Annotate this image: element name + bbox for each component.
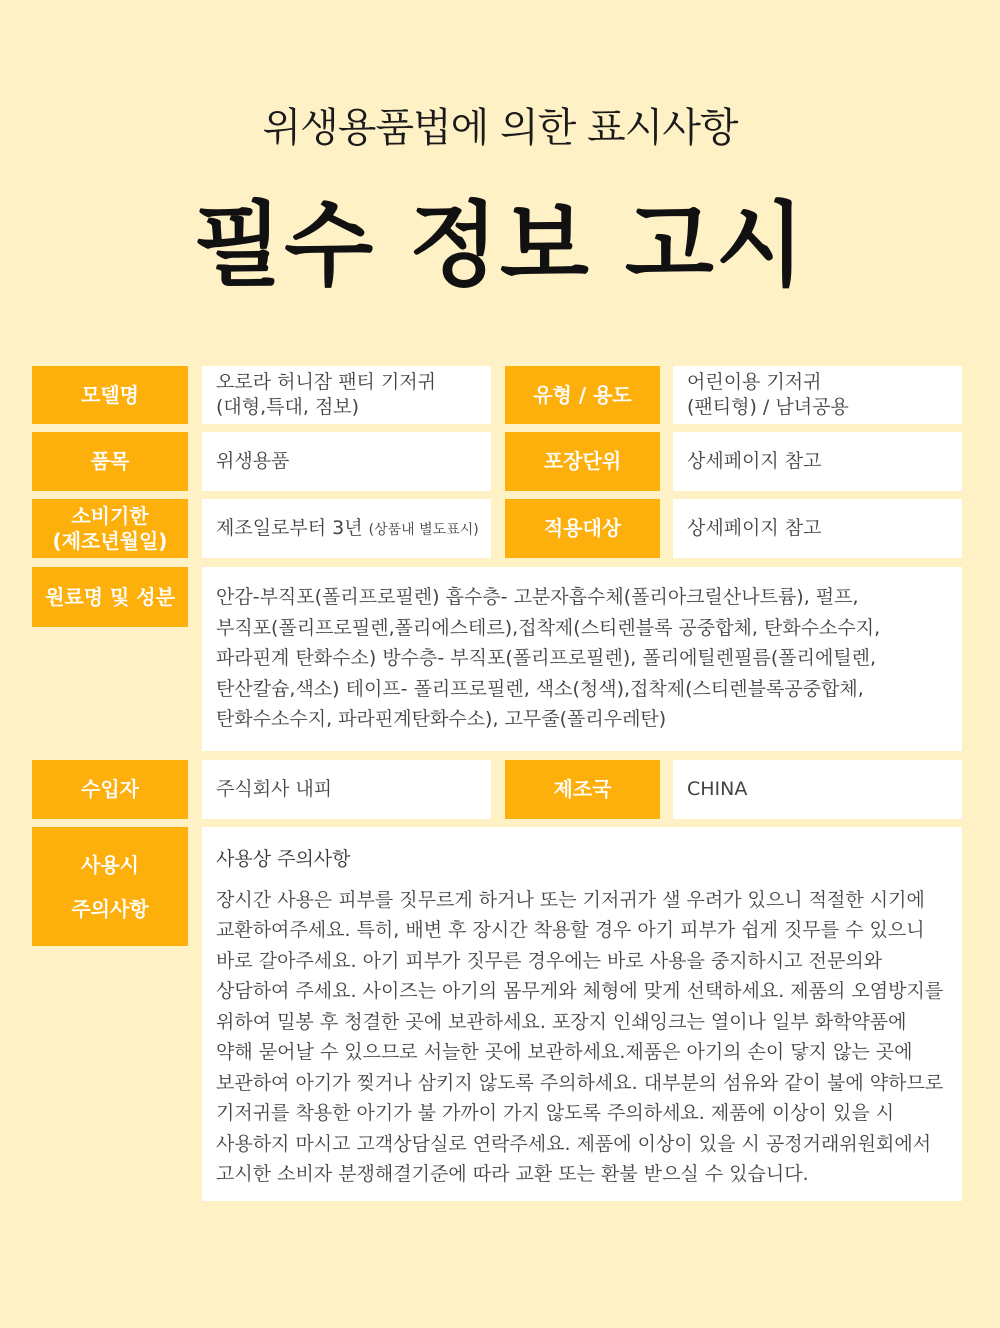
caution-line: 바로 갈아주세요. 아기 피부가 짓무른 경우에는 바로 사용을 중지하시고 전문의와 (216, 949, 883, 972)
label-caution (32, 827, 188, 946)
materials-line: 탄산칼슘,색소) 테이프- 폴리프로필렌, 색소(청색),접착제(스티렌블록공중합체, (216, 677, 864, 700)
value-country-text: CHINA (687, 778, 748, 801)
page-subtitle: 위생용품법에 의한 표시사항 (262, 105, 738, 151)
value-model-line2: (대형,특대, 점보) (216, 396, 360, 418)
materials-line: 부직포(폴리프로필렌,폴리에스테르),접착제(스티렌블록 공중합체, 탄화수소수지, (216, 616, 881, 639)
value-package-text: 상세페이지 참고 (687, 450, 822, 473)
caution-line: 기저귀를 착용한 아기가 불 가까이 가지 않도록 주의하세요. 제품에 이상이 있을 시 (216, 1102, 895, 1125)
value-expiry-note: (상품내 별도표시) (368, 522, 479, 539)
value-importer (202, 760, 491, 819)
value-materials (202, 567, 962, 751)
caution-line: 고시한 소비자 분쟁해결기준에 따라 교환 또는 환불 받으실 수 있습니다. (216, 1163, 809, 1186)
value-expiry-text: 제조일로부터 3년 (216, 517, 363, 540)
caution-line: 약해 묻어날 수 있으므로 서늘한 곳에 보관하세요.제품은 아기의 손이 닿지 않는 곳에 (216, 1041, 913, 1064)
caution-line: 상담하여 주세요. 사이즈는 아기의 몸무게와 체형에 맞게 선택하세요. 제품의 오염방지를 (216, 980, 944, 1003)
caution-heading: 사용상 주의사항 (216, 848, 351, 870)
label-item: 품목 (32, 432, 188, 491)
value-type-line2: (팬티형) / 남녀공용 (687, 396, 849, 418)
label-expiry-line1: 소비기한 (71, 503, 149, 528)
caution-line: 사용하지 마시고 고객상담실로 연락주세요. 제품에 이상이 있을 시 공정거래위원회에서 (216, 1132, 932, 1155)
materials-line: 파라핀계 탄화수소) 방수층- 부직포(폴리프로필렌), 폴리에틸렌필름(폴리에틸렌, (216, 647, 877, 669)
label-caution-line1: 사용시 (81, 852, 139, 877)
materials-line: 탄화수소수지, 파라핀계탄화수소), 고무줄(폴리우레탄) (216, 708, 667, 730)
caution-line: 보관하여 아기가 찢거나 삼키지 않도록 주의하세요. 대부분의 섬유와 같이 불에 약하므로 (216, 1071, 944, 1094)
value-target (673, 499, 962, 558)
label-expiry-line2: (제조년월일) (52, 528, 168, 553)
caution-line: 위하여 밀봉 후 청결한 곳에 보관하세요. 포장지 인쇄잉크는 열이나 일부 화학약품에 (216, 1010, 907, 1033)
value-type-line1: 어린이용 기저귀 (687, 371, 822, 394)
value-caution (202, 827, 962, 1201)
value-target-text: 상세페이지 참고 (687, 517, 822, 540)
value-expiry (202, 499, 491, 558)
value-importer-text: 주식회사 내피 (216, 778, 333, 801)
value-model (202, 366, 491, 424)
value-package (673, 432, 962, 491)
materials-line: 안감-부직포(폴리프로필렌) 흡수층- 고분자흡수체(폴리아크릴산나트륨), 펄프, (216, 586, 859, 608)
label-target: 적용대상 (505, 499, 660, 558)
label-importer: 수입자 (32, 760, 188, 819)
caution-line: 장시간 사용은 피부를 짓무르게 하거나 또는 기저귀가 샐 우려가 있으니 적절한 시기에 (216, 888, 925, 911)
label-caution-line2: 주의사항 (71, 896, 149, 921)
value-item-text: 위생용품 (216, 450, 290, 473)
label-country: 제조국 (505, 760, 660, 819)
label-type: 유형 / 용도 (505, 366, 660, 424)
caution-line: 교환하여주세요. 특히, 배변 후 장시간 착용할 경우 아기 피부가 쉽게 짓무를 수 있으니 (216, 919, 925, 942)
value-country (673, 760, 962, 819)
value-type (673, 366, 962, 424)
page-title: 필수 정보 고시 (193, 192, 807, 299)
label-package: 포장단위 (505, 432, 660, 491)
label-model: 모델명 (32, 366, 188, 424)
value-model-line1: 오로라 허니잠 팬티 기저귀 (216, 371, 437, 394)
label-expiry (32, 499, 188, 558)
value-item (202, 432, 491, 491)
label-materials: 원료명 및 성분 (32, 567, 188, 627)
